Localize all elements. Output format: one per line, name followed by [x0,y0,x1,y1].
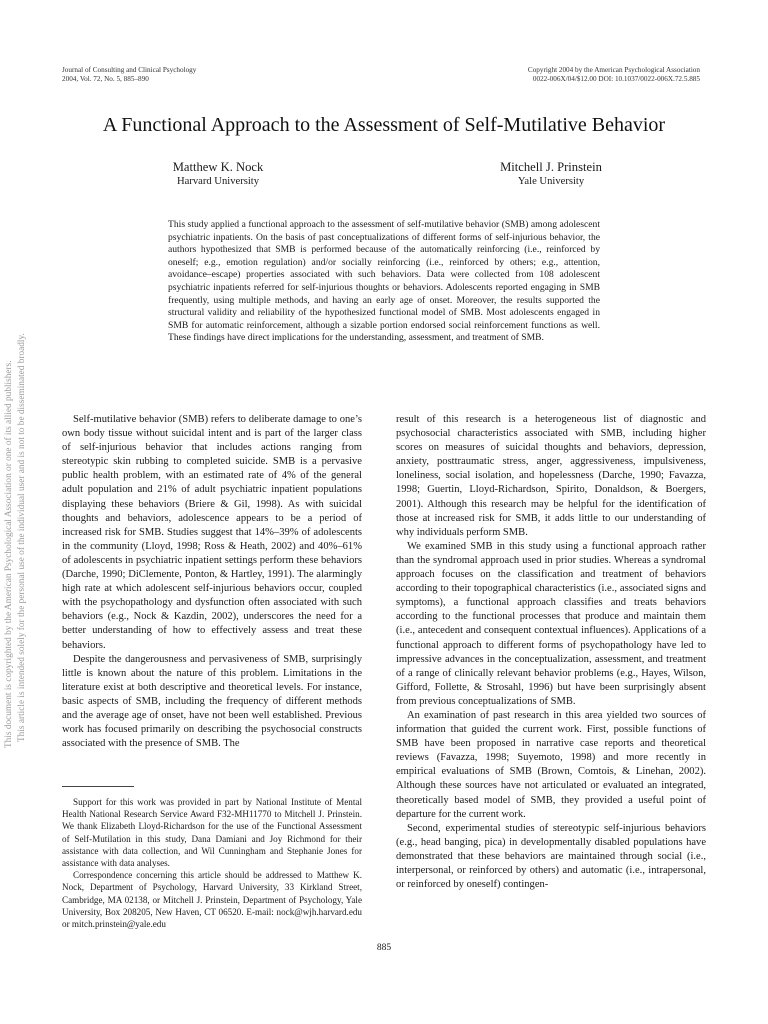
journal-name: Journal of Consulting and Clinical Psychology [62,66,197,74]
copyright-notice [528,66,700,84]
usage-side-notice: This article is intended solely for the personal use of the individual user and is not to be disseminated broadly. [17,333,27,742]
doi-line: 0022-006X/04/$12.00 DOI: 10.1037/0022-006X.72.5.885 [532,75,700,83]
author-affiliation: Yale University [517,176,585,187]
journal-citation [62,66,196,84]
footnote-divider [62,786,134,787]
author-name: Matthew K. Nock [172,160,264,174]
author-nock [108,160,328,188]
correspondence-footnote: Correspondence concerning this article should be addressed to Matthew K. Nock, Department of Psychology, Harvard University, 33 Kirkland Street, Cambridge, MA 02138, or Mitchell J. Prinstein, Department of Psychology, Yale University, Box 208205, New Haven, CT 06520. E-mail: nock@wjh.harvard.edu or mitch.prinstein@yale.edu [62,870,362,930]
author-affiliation: Harvard University [176,176,260,187]
footnotes [62,796,362,930]
article-title: A Functional Approach to the Assessment of Self-Mutilative Behavior [102,114,666,136]
body-paragraph: We examined SMB in this study using a functional approach rather than the syndromal approach used in prior studies. Whereas a syndromal approach focuses on the classification and treatment of behaviors according to their topographical characteristics (i.e., associated signs and symptoms), a functional approach classifies and treats behaviors according to the functional processes that produce and maintain them (i.e., antecedent and consequent contextual influences). Applications of a functional approach to different forms of psychopathology have led to impressive advances in the conceptualization, assessment, and treatment of a range of clinically relevant behavior problems (e.g., Hayes, Wilson, Gifford, Follette, & Strosahl, 1996) but have been surprisingly absent from previous conceptualizations of SMB. [396,540,706,707]
body-column-right [396,413,706,892]
funding-footnote: Support for this work was provided in part by National Institute of Mental Health National Research Service Award F32-MH11770 to Mitchell J. Prinstein. We thank Elizabeth Lloyd-Richardson for the use of the Functional Assessment of Self-Mutilation in this study, Dana Damiani and Joy Richmond for their assistance with data collection, and Wil Cunningham and Stephanie Jones for assistance with data analyses. [62,797,362,869]
abstract: This study applied a functional approach to the assessment of self-mutilative behavior (SMB) among adolescent psychiatric inpatients. On the basis of past conceptualizations of different forms of self-injurious behavior, the authors hypothesized that SMB is performed because of the automatically reinforcing (i.e., reinforced by oneself; e.g., emotion regulation) and/or socially reinforcing (i.e., reinforced by others; e.g., attention, avoidance–escape) properties associated with such behaviors. Data were collected from 108 adolescent psychiatric inpatients referred for self-injurious thoughts or behaviors. Adolescents reported engaging in SMB frequently, using multiple methods, and having an early age of onset. Moreover, the results supported the structural validity and reliability of the hypothesized functional model of SMB. Most adolescents engaged in SMB for automatic reinforcement, although a sizable portion endorsed social reinforcement functions as well. These findings have direct implications for the understanding, assessment, and treatment of SMB. [168,219,600,344]
page-number: 885 [376,943,392,953]
body-paragraph: Self-mutilative behavior (SMB) refers to deliberate damage to one’s own body tissue without suicidal intent and is part of the larger class of self-injurious behavior that includes actions ranging from stereotypic skin rubbing to completed suicide. SMB is a pervasive public health problem, with an estimated rate of 4% of the general adult population and 21% of adult psychiatric inpatient populations displaying these behaviors (Briere & Gil, 1998). As with suicidal thoughts and behaviors, adolescence appears to be a period of increased risk for SMB. Studies suggest that 14%–39% of adolescents in the community (Lloyd, 1998; Ross & Heath, 2002) and 40%–61% of adolescents in psychiatric inpatient settings perform these behaviors (Darche, 1990; DiClemente, Ponton, & Hartley, 1991). The alarmingly high rate at which adolescent self-injurious behaviors occur, coupled with the psychopathology and dysfunction often associated with such behaviors (e.g., Nock & Kazdin, 2002), underscores the need for a better understanding of how to effectively assess and treat these behaviors. [62,414,362,651]
body-paragraph: Second, experimental studies of stereotypic self-injurious behaviors (e.g., head banging, pica) in developmentally disabled populations have demonstrated that these behaviors are maintained through social (i.e., interpersonal, or reinforced by others) and automatic (i.e., intrapersonal, or reinforced by oneself) contingen- [396,822,706,891]
author-prinstein [441,160,661,188]
body-paragraph: An examination of past research in this area yielded two sources of information that guided the current work. First, possible functions of SMB have been proposed in narrative case reports and theoretical reviews (Favazza, 1998; Suyemoto, 1998) and more recently in empirical evaluations of SMB (Brown, Comtois, & Linehan, 2002). Although these sources have not articulated or evaluated an integrated, theoretically based model of SMB, they provided a useful point of departure for the current work. [396,709,706,820]
body-paragraph: result of this research is a heterogeneous list of diagnostic and psychosocial characteristics associated with SMB, including higher scores on measures of suicidal thoughts and behaviors, depression, anxiety, posttraumatic stress, anger, aggressiveness, impulsiveness, loneliness, social isolation, and hopelessness (Darche, 1990; Favazza, 1998; Guertin, Lloyd-Richardson, Spirito, Donaldson, & Boergers, 2001). Although this research may be helpful for the identification of those at increased risk for SMB, it adds little to our understanding of why individuals perform SMB. [396,414,706,538]
author-name: Mitchell J. Prinstein [500,160,602,174]
copyright-side-notice: This document is copyrighted by the American Psychological Association or one of its allied publishers. [4,360,14,748]
body-paragraph: Despite the dangerousness and pervasiveness of SMB, surprisingly little is known about the nature of this problem. Limitations in the literature exist at both descriptive and theoretical levels. For instance, basic aspects of SMB, including the frequency of different methods and the average age of onset, have not been well established. Previous work has focused primarily on describing the psychosocial constructs associated with the presence of SMB. The [62,653,362,750]
journal-volume: 2004, Vol. 72, No. 5, 885–890 [62,75,149,83]
body-column-left [62,413,362,751]
copyright-line: Copyright 2004 by the American Psychological Association [527,66,700,74]
